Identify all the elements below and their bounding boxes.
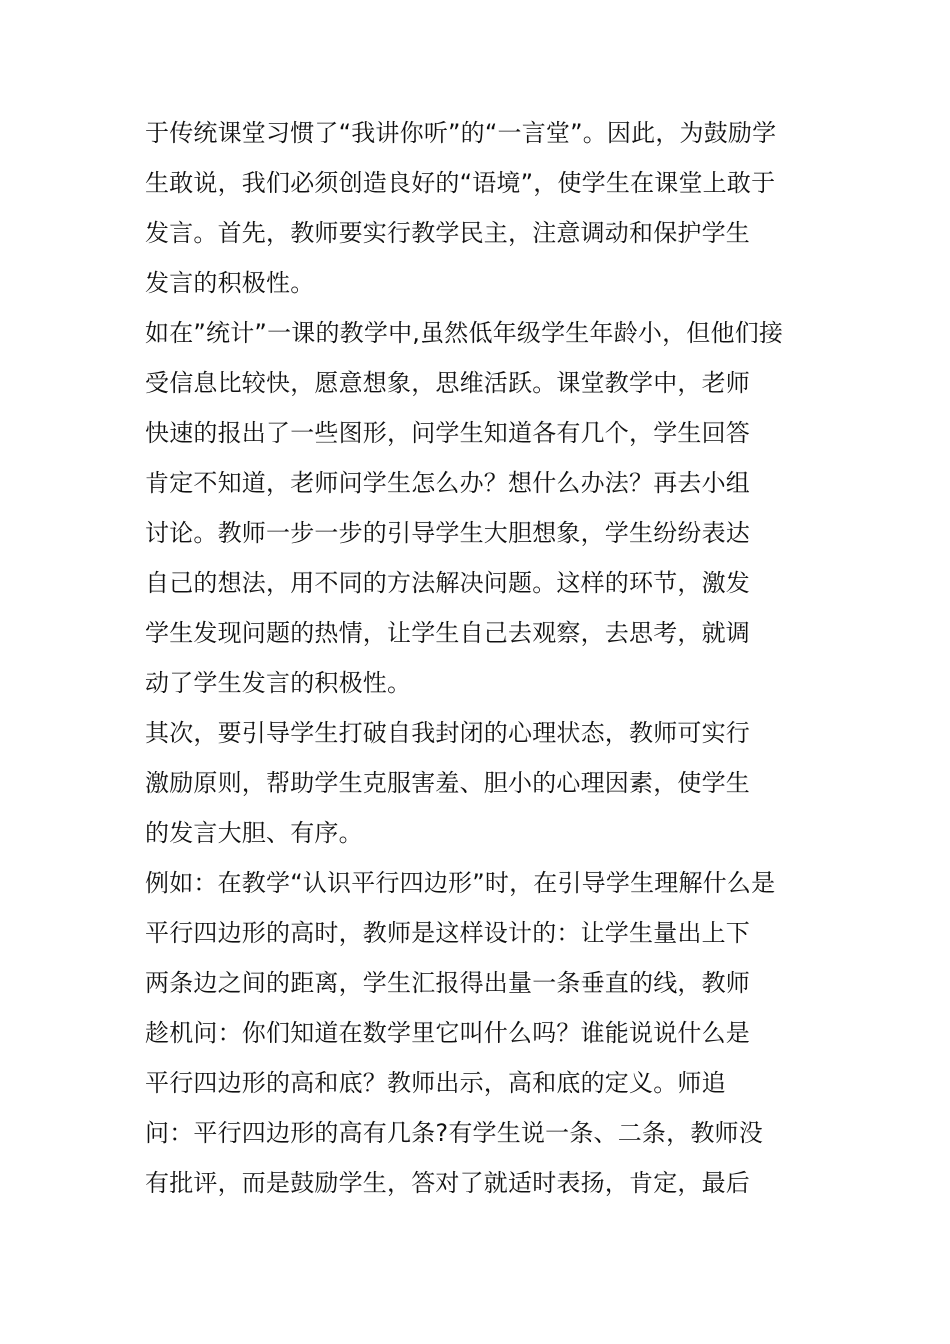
text-line: 快速的报出了一些图形，问学生知道各有几个，学生回答 bbox=[145, 419, 750, 447]
text-line: 的发言大胆、有序。 bbox=[145, 819, 363, 847]
text-line: 其次，要引导学生打破自我封闭的心理状态，教师可实行 bbox=[145, 719, 750, 747]
text-line: 自己的想法，用不同的方法解决问题。这样的环节，激发 bbox=[145, 569, 750, 597]
text-line: 平行四边形的高和底？教师出示，高和底的定义。师追 bbox=[145, 1069, 726, 1097]
text-line: 发言的积极性。 bbox=[145, 269, 315, 297]
text-line: 学生发现问题的热情，让学生自己去观察，去思考，就调 bbox=[145, 619, 750, 647]
text-line: 例如：在教学“认识平行四边形”时，在引导学生理解什么是 bbox=[145, 869, 776, 897]
body-text bbox=[145, 108, 825, 1208]
text-line: 生敢说，我们必须创造良好的“语境”，使学生在课堂上敢于 bbox=[145, 169, 776, 197]
text-line: 激励原则，帮助学生克服害羞、胆小的心理因素，使学生 bbox=[145, 769, 750, 797]
text-line: 动了学生发言的积极性。 bbox=[145, 669, 412, 697]
text-line: 两条边之间的距离，学生汇报得出量一条垂直的线，教师 bbox=[145, 969, 750, 997]
text-line: 趁机问：你们知道在数学里它叫什么吗？谁能说说什么是 bbox=[145, 1019, 750, 1047]
text-line: 有批评，而是鼓励学生，答对了就适时表扬，肯定，最后 bbox=[145, 1169, 750, 1197]
text-line: 肯定不知道，老师问学生怎么办？想什么办法？再去小组 bbox=[145, 469, 750, 497]
text-line: 讨论。教师一步一步的引导学生大胆想象，学生纷纷表达 bbox=[145, 519, 750, 547]
text-line: 于传统课堂习惯了“我讲你听”的“一言堂”。因此，为鼓励学 bbox=[145, 119, 777, 147]
text-line: 如在”统计”一课的教学中,虽然低年级学生年龄小，但他们接 bbox=[145, 319, 784, 347]
text-line: 平行四边形的高时，教师是这样设计的：让学生量出上下 bbox=[145, 919, 750, 947]
text-line: 受信息比较快，愿意想象，思维活跃。课堂教学中，老师 bbox=[145, 369, 750, 397]
text-line: 发言。首先，教师要实行教学民主，注意调动和保护学生 bbox=[145, 219, 750, 247]
text-line: 问：平行四边形的高有几条?有学生说一条、二条，教师没 bbox=[145, 1119, 763, 1147]
